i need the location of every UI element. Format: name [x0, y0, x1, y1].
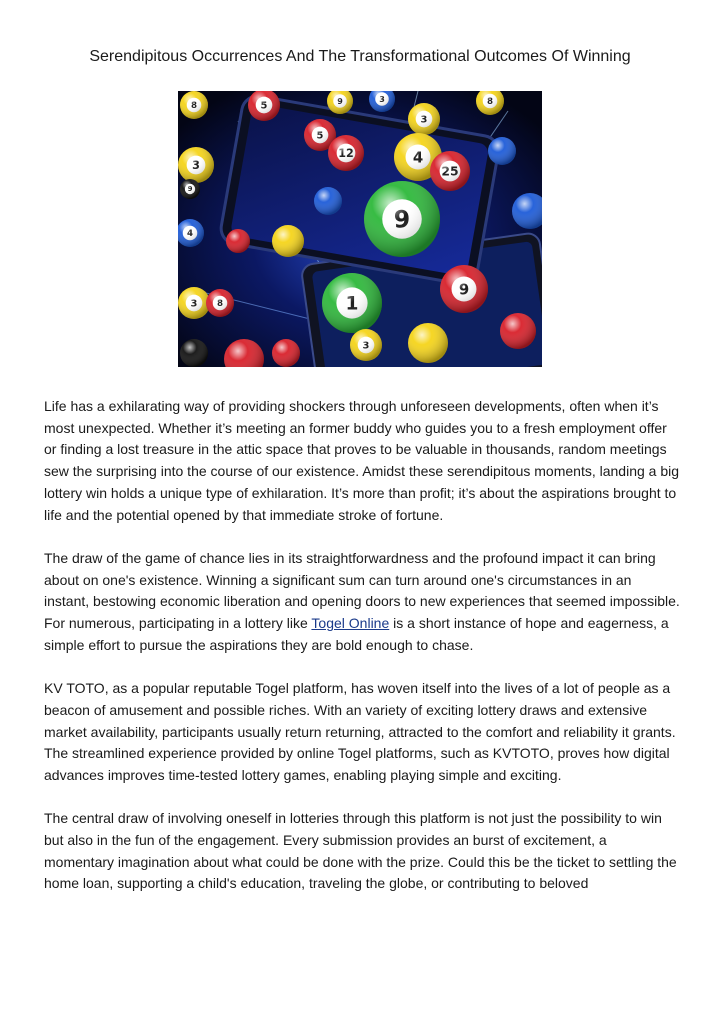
lottery-ball-9: [180, 179, 200, 199]
lottery-ball-decor-7: [488, 137, 516, 165]
lottery-balls-illustration: [178, 91, 542, 367]
lottery-ball-0: [180, 91, 208, 119]
paragraph-1: Life has a exhilarating way of providing shockers through unforeseen developments, often when it’s most unexpected. Whether it’s meeting an former buddy who guides you to a fresh employment offer or finding a lost treasure in the attic space that proves to be valuable in thousands, random meetings sew the surprising into the course of our existence. Amidst these serendipitous moments, landing a big lottery win holds a unique type of exhilaration. It’s more than profit; it’s about the aspirations brought to life and the potential opened by that immediate stroke of fortune.: [44, 398, 680, 523]
page-title: Serendipitous Occurrences And The Transformational Outcomes Of Winning: [89, 48, 631, 65]
lottery-ball-decor-2: [272, 339, 300, 367]
article-body: [44, 396, 680, 917]
paragraph-2: [44, 548, 680, 657]
lottery-ball-decor-3: [314, 187, 342, 215]
lottery-ball-14: [322, 273, 382, 333]
lottery-ball-15: [178, 287, 210, 319]
lottery-ball-12: [364, 181, 440, 257]
paragraph-2-text-after: is a short instance of hope and eagerness, a simple effort to pursue the aspirations they are bold enough to chase.: [44, 615, 669, 653]
lottery-ball-decor-4: [272, 225, 304, 257]
lottery-ball-5: [178, 147, 214, 183]
lottery-ball-decor-6: [500, 313, 536, 349]
lottery-ball-7: [328, 135, 364, 171]
lottery-ball-17: [440, 265, 488, 313]
paragraph-3: KV TOTO, as a popular reputable Togel platform, has woven itself into the lives of a lot of people as a beacon of amusement and possible riches. With an variety of exciting lottery draws and extensive market availability, participants usually return returning, attracted to the comfort and reliability it grants. The streamlined experience provided by online Togel platforms, such as KVTOTO, proves how digital advances improves time-tested lottery games, enabling playing simple and exciting.: [44, 680, 676, 783]
lottery-ball-decor-0: [180, 339, 208, 367]
paragraph-2-text-before: The draw of the game of chance lies in its straightforwardness and the profound impact it can bring about on one's existence. Winning a significant sum can turn around one's circumstances in an instant, bestowing economic liberation and opening doors to new experiences that seemed impossible. For numerous, participating in a lottery like: [44, 549, 680, 632]
togel-online-link[interactable]: Togel Online: [311, 615, 390, 632]
lottery-ball-decor-9: [408, 323, 448, 363]
lottery-ball-18: [350, 329, 382, 361]
lottery-ball-decor-8: [226, 229, 250, 253]
lottery-ball-11: [430, 151, 470, 191]
lottery-ball-16: [206, 289, 234, 317]
paragraph-4: The central draw of involving oneself in lotteries through this platform is not just the possibility to win but also in the fun of the engagement. Every submission provides an burst of excitement, a momentary imagination about what could be done with the prize. Could this be the ticket to settling the home loan, supporting a child's education, traveling the globe, or contributing to beloved: [44, 810, 677, 892]
lottery-ball-8: [408, 103, 440, 135]
lottery-balls-image: [178, 91, 542, 367]
